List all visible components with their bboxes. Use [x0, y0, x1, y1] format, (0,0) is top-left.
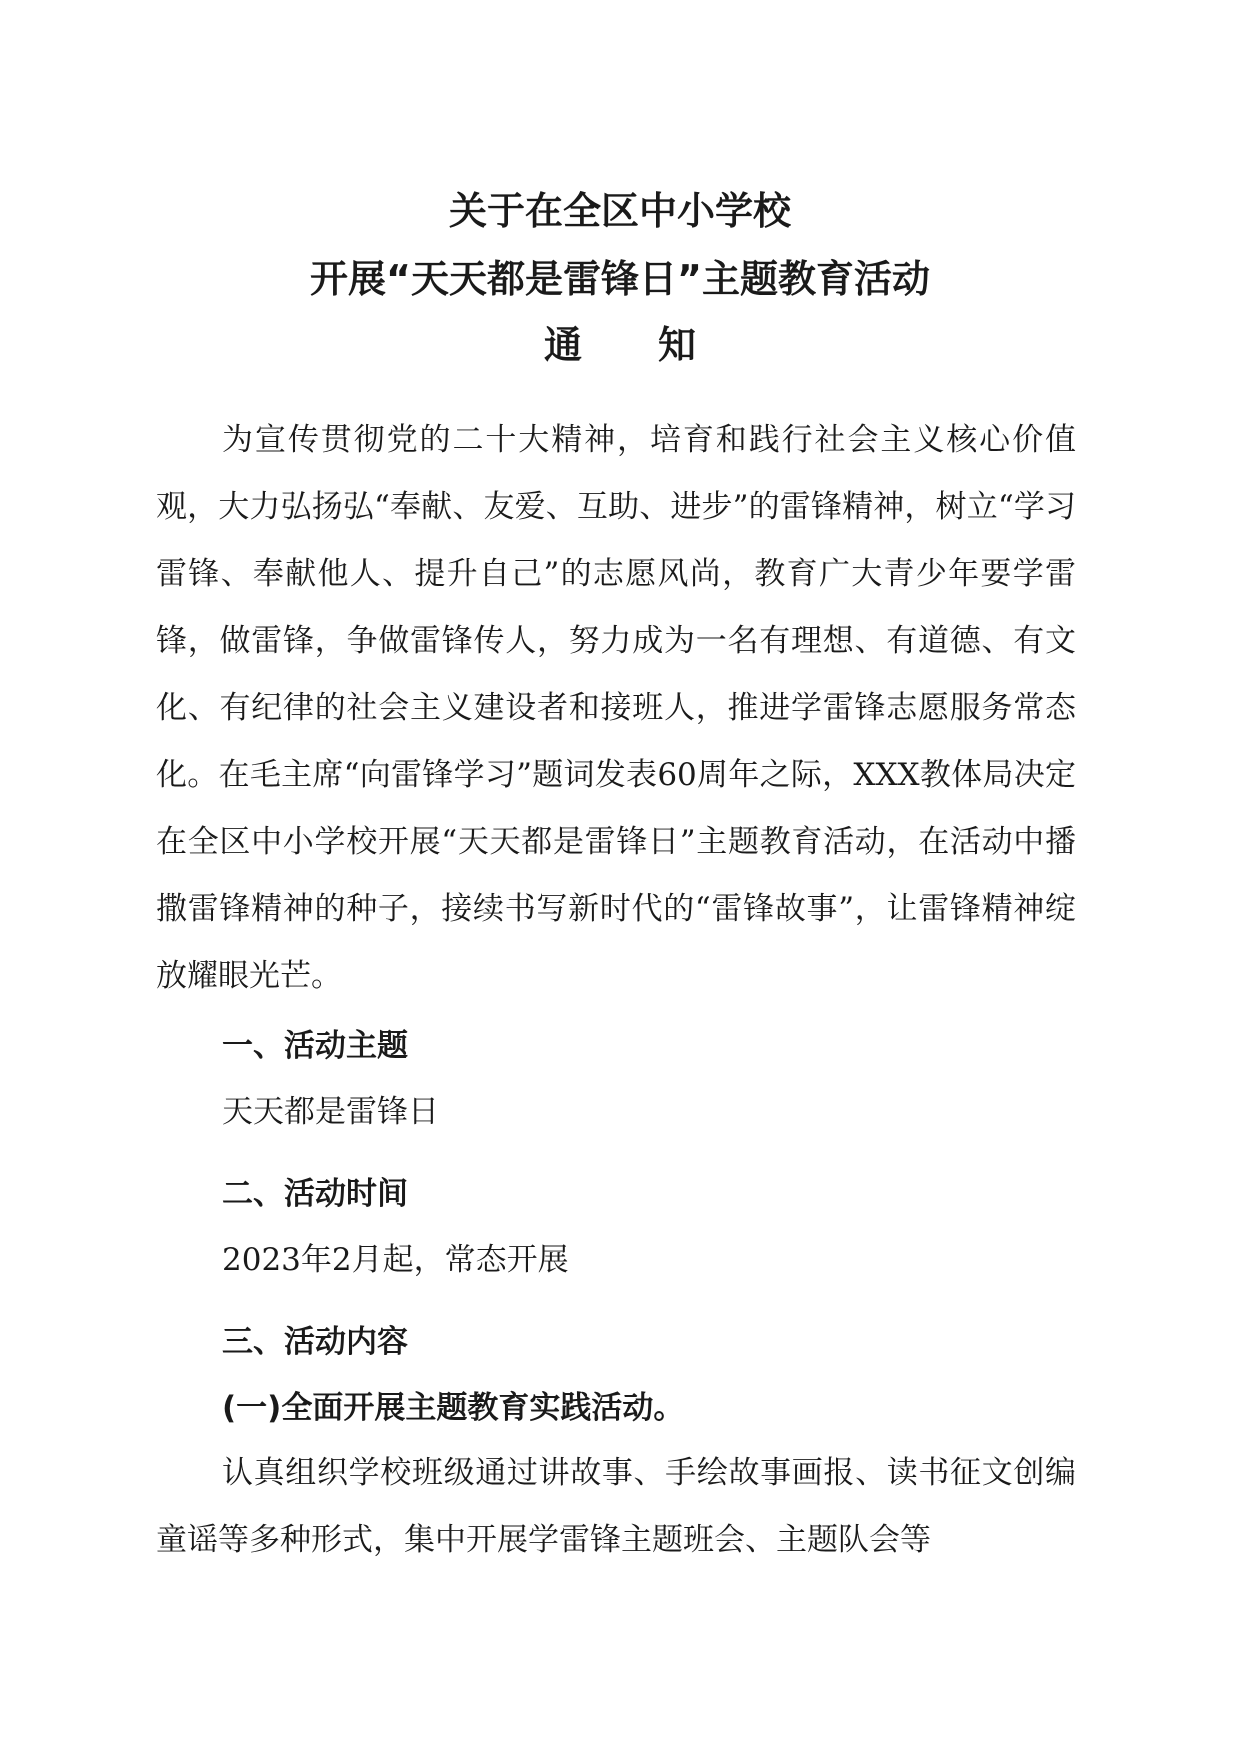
section-text-time: 2023年2月起，常态开展	[222, 1242, 569, 1278]
subsection-heading-practice: (一)全面开展主题教育实践活动。	[222, 1390, 685, 1426]
subsection-paragraph-practice: 认真组织学校班级通过讲故事、手绘故事画报、读书征文创编童谣等多种形式，集中开展学雷锋主题班会、主题队会等	[156, 1455, 1076, 1558]
document-title-notice: 通 知	[543, 323, 696, 367]
intro-paragraph: 为宣传贯彻党的二十大精神，培育和践行社会主义核心价值观，大力弘扬弘“奉献、友爱、互助、进步”的雷锋精神，树立“学习雷锋、奉献他人、提升自己”的志愿风尚，教育广大青少年要学雷锋，做雷锋，争做雷锋传人，努力成为一名有理想、有道德、有文化、有纪律的社会主义建设者和接班人，推进学雷锋志愿服务常态化。在毛主席“向雷锋学习”题词发表60周年之际，XXX教体局决定在全区中小学校开展“天天都是雷锋日”主题教育活动，在活动中播撒雷锋精神的种子，接续书写新时代的“雷锋故事”，让雷锋精神绽放耀眼光芒。	[156, 422, 1076, 994]
document-title-line-2: 开展“天天都是雷锋日”主题教育活动	[310, 257, 930, 301]
section-heading-theme: 一、活动主题	[222, 1028, 408, 1064]
section-text-theme: 天天都是雷锋日	[222, 1094, 439, 1130]
section-heading-content: 三、活动内容	[222, 1324, 408, 1360]
section-heading-time: 二、活动时间	[222, 1176, 408, 1212]
document-title-line-1: 关于在全区中小学校	[448, 189, 791, 233]
